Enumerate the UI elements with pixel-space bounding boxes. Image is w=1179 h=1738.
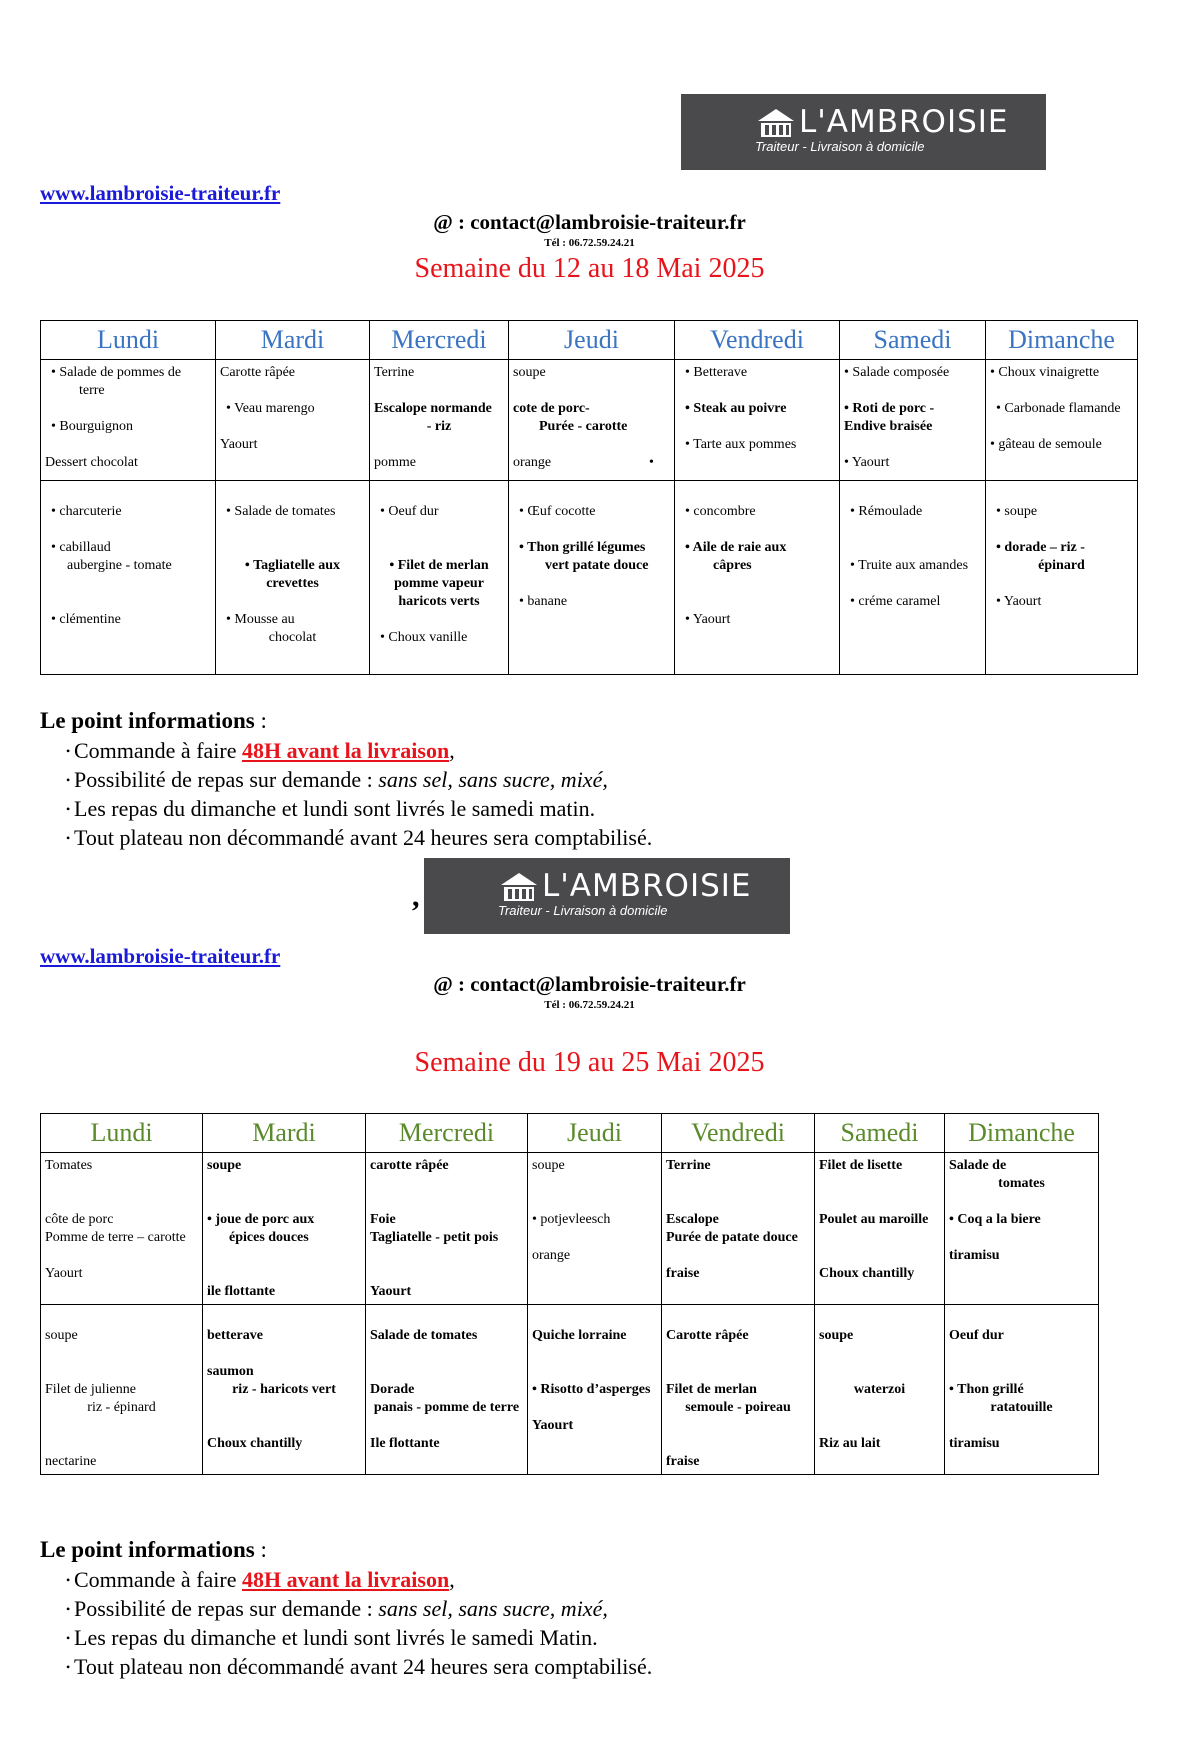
- menu-item: • concombre: [685, 504, 756, 519]
- menu-item: soupe: [513, 365, 546, 380]
- menu-item: pomme vapeur: [394, 576, 484, 591]
- website-link[interactable]: www.lambroisie-traiteur.fr: [40, 944, 281, 968]
- menu-item: Quiche lorraine: [532, 1328, 627, 1343]
- day-header-row: [41, 1114, 1099, 1153]
- info-item: • Tout plateau non décommandé avant 24 heures sera comptabilisé.: [44, 823, 652, 852]
- menu-item: tiramisu: [949, 1436, 1000, 1451]
- dinner-cell: [370, 481, 509, 675]
- menu-item: crevettes: [266, 576, 319, 591]
- menu-item: • soupe: [996, 504, 1038, 519]
- menu-item: riz - haricots vert: [232, 1382, 336, 1397]
- lunch-cell: [41, 1153, 203, 1305]
- menu-item: Salade de: [949, 1158, 1007, 1173]
- menu-item: Oeuf dur: [949, 1328, 1004, 1343]
- menu-item: • Veau marengo: [226, 401, 315, 416]
- menu-item: Yaourt: [220, 437, 258, 452]
- menu-item: • Salade de tomates: [226, 504, 336, 519]
- lunch-cell: [366, 1153, 528, 1305]
- info-list: [44, 736, 652, 852]
- menu-item: • Carbonade flamande: [996, 401, 1121, 416]
- dinner-cell: [945, 1305, 1099, 1475]
- menu-item: soupe: [532, 1158, 565, 1173]
- day-header: Jeudi: [509, 321, 675, 360]
- dinner-cell: [216, 481, 370, 675]
- menu-item: riz - épinard: [87, 1400, 156, 1415]
- menu-item: fraise: [666, 1454, 700, 1469]
- house-icon: [756, 107, 796, 141]
- menu-item: • Salade composée: [844, 365, 950, 380]
- menu-item: carotte râpée: [370, 1158, 449, 1173]
- info-item: • Les repas du dimanche et lundi sont livrés le samedi matin.: [44, 794, 652, 823]
- dinner-cell: [986, 481, 1138, 675]
- menu-item: Carotte râpée: [220, 365, 296, 380]
- dinner-cell: [203, 1305, 366, 1475]
- menu-item: • Filet de merlan: [389, 558, 489, 573]
- dinner-cell: [840, 481, 986, 675]
- menu-item: • Thon grillé: [949, 1382, 1024, 1397]
- menu-item: • Risotto d’asperges: [532, 1382, 651, 1397]
- contact-phone: Tél : 06.72.59.24.21: [544, 237, 635, 249]
- lunch-cell: [675, 360, 840, 481]
- menu-table-week2: [40, 1113, 1099, 1475]
- week-title: Semaine du 19 au 25 Mai 2025: [414, 1047, 765, 1078]
- dinner-cell: [509, 481, 675, 675]
- dinner-cell: [662, 1305, 815, 1475]
- logo-title: L'AMBROISIE: [542, 868, 752, 904]
- day-header-row: [41, 321, 1138, 360]
- logo-subtitle: Traiteur - Livraison à domicile: [755, 139, 925, 154]
- website-link[interactable]: www.lambroisie-traiteur.fr: [40, 181, 281, 205]
- menu-item: • Mousse au: [226, 612, 295, 627]
- menu-item: Carotte râpée: [666, 1328, 749, 1343]
- day-header: Lundi: [41, 321, 216, 360]
- menu-item: Yaourt: [45, 1266, 83, 1281]
- menu-item: • Salade de pommes de: [51, 365, 182, 380]
- menu-item: • Bourguignon: [51, 419, 134, 434]
- day-header: Jeudi: [528, 1114, 662, 1153]
- dinner-row: [41, 481, 1138, 675]
- menu-item: panais - pomme de terre: [373, 1400, 520, 1415]
- menu-item: • Betterave: [685, 365, 748, 380]
- menu-item: • Coq a la biere: [949, 1212, 1041, 1227]
- menu-item: Dorade: [370, 1382, 415, 1397]
- menu-item: - riz: [426, 419, 452, 434]
- menu-item: • Roti de porc -: [844, 401, 935, 416]
- day-header: Samedi: [815, 1114, 945, 1153]
- menu-item: • banane: [519, 594, 568, 609]
- menu-item: Escalope: [666, 1212, 719, 1227]
- menu-item: Terrine: [374, 365, 415, 380]
- menu-item: Tomates: [45, 1158, 93, 1173]
- day-header: Vendredi: [662, 1114, 815, 1153]
- lunch-cell: [815, 1153, 945, 1305]
- menu-item: Endive braisée: [844, 419, 933, 434]
- menu-item: Tagliatelle - petit pois: [370, 1230, 499, 1245]
- contact-phone: Tél : 06.72.59.24.21: [544, 999, 635, 1011]
- week-title: Semaine du 12 au 18 Mai 2025: [414, 253, 765, 284]
- menu-item: • Steak au poivre: [685, 401, 787, 416]
- day-header: Dimanche: [986, 321, 1138, 360]
- menu-item: vert patate douce: [545, 558, 649, 573]
- logo-title: L'AMBROISIE: [799, 104, 1009, 140]
- menu-item: Dessert chocolat: [45, 455, 138, 470]
- menu-item: • Thon grillé légumes: [519, 540, 646, 555]
- info-item: • Commande à faire 48H avant la livraison,: [44, 1565, 652, 1594]
- menu-item: • Oeuf dur: [380, 504, 439, 519]
- menu-item: épices douces: [229, 1230, 309, 1245]
- menu-item: • Yaourt: [996, 594, 1042, 609]
- menu-item: pomme: [374, 455, 416, 470]
- contact-email: @ : contact@lambroisie-traiteur.fr: [433, 972, 746, 996]
- menu-item: tiramisu: [949, 1248, 1000, 1263]
- menu-item: Purée - carotte: [539, 419, 628, 434]
- menu-item: semoule - poireau: [685, 1400, 791, 1415]
- menu-item: Ile flottante: [370, 1436, 440, 1451]
- day-header: Samedi: [840, 321, 986, 360]
- menu-item: • Yaourt: [844, 455, 890, 470]
- dinner-row: [41, 1305, 1099, 1475]
- menu-item: chocolat: [268, 630, 317, 645]
- menu-item: soupe: [819, 1328, 854, 1343]
- menu-item: • charcuterie: [51, 504, 122, 519]
- menu-item: Salade de tomates: [370, 1328, 478, 1343]
- lunch-cell: [41, 360, 216, 481]
- dinner-cell: [815, 1305, 945, 1475]
- menu-item: épinard: [1038, 558, 1085, 573]
- menu-item: • dorade – riz -: [996, 540, 1085, 555]
- lunch-row: [41, 1153, 1099, 1305]
- dinner-cell: [366, 1305, 528, 1475]
- menu-item: ratatouille: [990, 1400, 1053, 1415]
- menu-item: • gâteau de semoule: [990, 437, 1102, 452]
- menu-item: Filet de lisette: [819, 1158, 903, 1173]
- info-item: • Tout plateau non décommandé avant 24 heures sera comptabilisé.: [44, 1652, 652, 1681]
- menu-item: • créme caramel: [850, 594, 941, 609]
- menu-item: terre: [79, 383, 105, 398]
- info-item: • Possibilité de repas sur demande : sans sel, sans sucre, mixé,: [44, 1594, 652, 1623]
- lunch-cell: [840, 360, 986, 481]
- lunch-cell: [203, 1153, 366, 1305]
- menu-item: soupe: [207, 1158, 242, 1173]
- menu-item: • Aile de raie aux: [685, 540, 787, 555]
- lunch-cell: [509, 360, 675, 481]
- day-header: Lundi: [41, 1114, 203, 1153]
- dinner-cell: [41, 481, 216, 675]
- menu-item: haricots verts: [398, 594, 480, 609]
- day-header: Vendredi: [675, 321, 840, 360]
- menu-item: Pomme de terre – carotte: [45, 1230, 186, 1245]
- menu-item: Filet de merlan: [666, 1382, 757, 1397]
- menu-item: soupe: [45, 1328, 78, 1343]
- menu-item: • Rémoulade: [850, 504, 923, 519]
- day-header: Dimanche: [945, 1114, 1099, 1153]
- menu-item: Terrine: [666, 1158, 711, 1173]
- contact-email: @ : contact@lambroisie-traiteur.fr: [433, 210, 746, 234]
- menu-item: cote de porc-: [513, 401, 590, 416]
- menu-item: • clémentine: [51, 612, 121, 627]
- menu-item: • cabillaud: [51, 540, 111, 555]
- menu-item: orange: [532, 1248, 571, 1263]
- menu-item: • Choux vanille: [380, 630, 468, 645]
- menu-item: Yaourt: [532, 1418, 574, 1433]
- brand-logo: [681, 94, 1046, 170]
- menu-item: betterave: [207, 1328, 263, 1343]
- info-list: [44, 1565, 652, 1681]
- lunch-cell: [945, 1153, 1099, 1305]
- menu-item: câpres: [713, 558, 752, 573]
- separator-mark: ,: [412, 880, 420, 913]
- lunch-cell: [662, 1153, 815, 1305]
- house-icon: [499, 871, 539, 905]
- day-header: Mardi: [203, 1114, 366, 1153]
- menu-item: • joue de porc aux: [207, 1212, 315, 1227]
- menu-item: fraise: [666, 1266, 700, 1281]
- menu-item: ile flottante: [207, 1284, 276, 1299]
- info-title: Le point informations :: [40, 708, 267, 733]
- menu-item: Yaourt: [370, 1284, 412, 1299]
- lunch-cell: [216, 360, 370, 481]
- info-title: Le point informations :: [40, 1537, 267, 1562]
- lunch-cell: [370, 360, 509, 481]
- brand-logo: [424, 858, 790, 934]
- dinner-cell: [675, 481, 840, 675]
- menu-item: Choux chantilly: [207, 1436, 303, 1451]
- menu-item: Escalope normande: [374, 401, 492, 416]
- menu-item: aubergine - tomate: [67, 558, 172, 573]
- day-header: Mardi: [216, 321, 370, 360]
- menu-item: tomates: [998, 1176, 1045, 1191]
- dinner-cell: [528, 1305, 662, 1475]
- menu-item: • Tarte aux pommes: [685, 437, 797, 452]
- logo-subtitle: Traiteur - Livraison à domicile: [498, 903, 668, 918]
- menu-item: • Tagliatelle aux: [244, 558, 341, 573]
- info-item: • Les repas du dimanche et lundi sont livrés le samedi Matin.: [44, 1623, 652, 1652]
- lunch-cell: [986, 360, 1138, 481]
- day-header: Mercredi: [366, 1114, 528, 1153]
- day-header: Mercredi: [370, 321, 509, 360]
- info-item: • Possibilité de repas sur demande : sans sel, sans sucre, mixé,: [44, 765, 652, 794]
- menu-item: •: [649, 455, 654, 470]
- dinner-cell: [41, 1305, 203, 1475]
- info-item: • Commande à faire 48H avant la livraison,: [44, 736, 652, 765]
- menu-item: côte de porc: [45, 1212, 114, 1227]
- menu-item: Poulet au maroille: [819, 1212, 929, 1227]
- menu-item: nectarine: [45, 1454, 97, 1469]
- menu-item: orange: [513, 455, 552, 470]
- menu-item: • potjevleesch: [532, 1212, 611, 1227]
- menu-table-week1: [40, 320, 1138, 675]
- menu-item: Purée de patate douce: [666, 1230, 798, 1245]
- menu-item: • Œuf cocotte: [519, 504, 596, 519]
- lunch-row: [41, 360, 1138, 481]
- menu-item: Foie: [370, 1212, 396, 1227]
- menu-item: Choux chantilly: [819, 1266, 915, 1281]
- menu-item: • Truite aux amandes: [850, 558, 969, 573]
- menu-item: • Choux vinaigrette: [990, 365, 1100, 380]
- menu-item: Filet de julienne: [45, 1382, 136, 1397]
- menu-item: • Yaourt: [685, 612, 731, 627]
- menu-item: waterzoi: [853, 1382, 906, 1397]
- lunch-cell: [528, 1153, 662, 1305]
- menu-item: saumon: [207, 1364, 254, 1379]
- menu-item: Riz au lait: [819, 1436, 881, 1451]
